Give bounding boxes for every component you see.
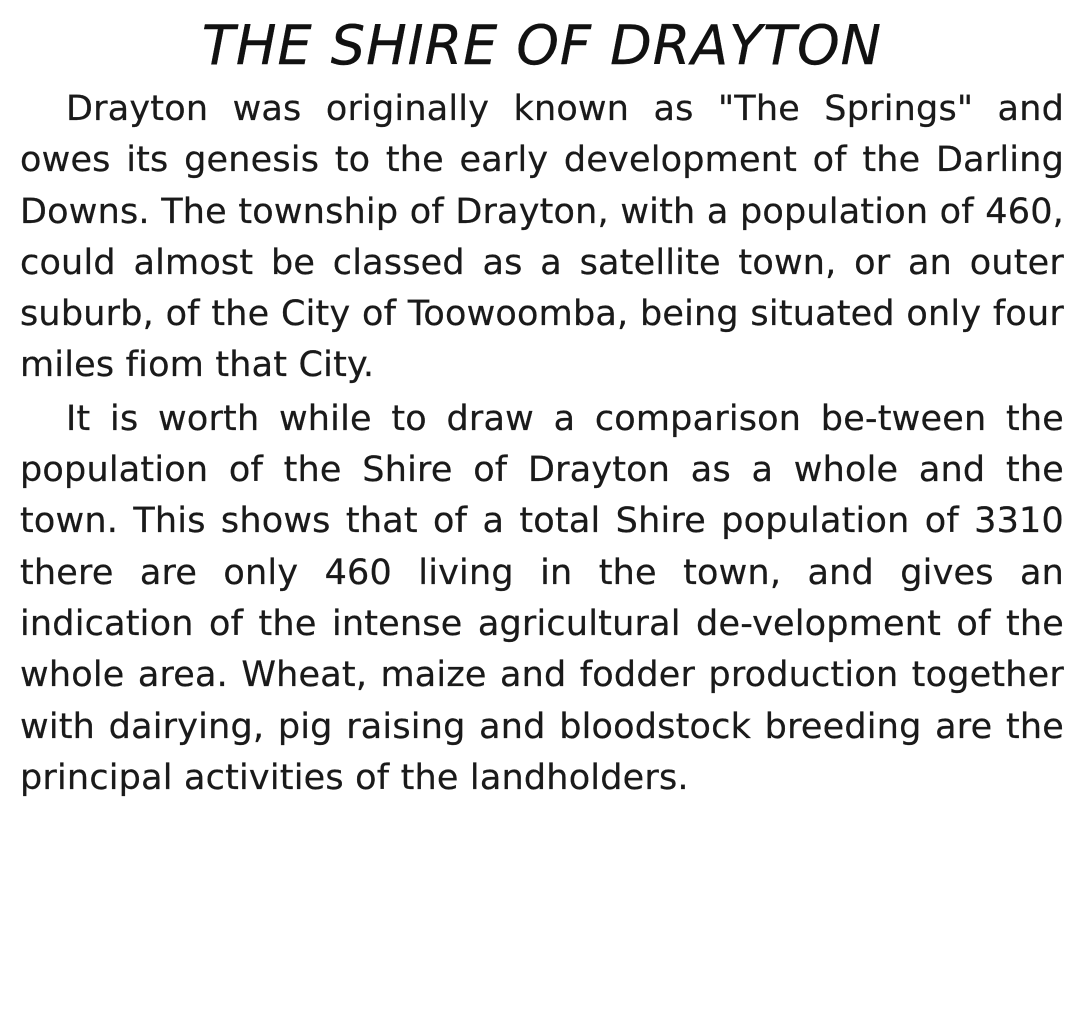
article (20, 8, 1064, 804)
article-paragraph-2: It is worth while to draw a comparison be-tween the population of the Shire of Drayton as a whole and the town. This shows that of a total Shire population of 3310 there are only 460 living in the town, and gives an indication of the intense agricultural de-velopment of the whole area. Wheat, maize and fodder production together with dairying, pig raising and bloodstock breeding are the principal activities of the landholders. (20, 398, 1064, 798)
article-paragraph-1: Drayton was originally known as "The Springs" and owes its genesis to the early development of the Darling Downs. The township of Drayton, with a population of 460, could almost be classed as a satellite town, or an outer suburb, of the City of Toowoomba, being situated only four miles fiom that City. (20, 89, 1064, 386)
article-title: THE SHIRE OF DRAYTON (201, 14, 883, 77)
